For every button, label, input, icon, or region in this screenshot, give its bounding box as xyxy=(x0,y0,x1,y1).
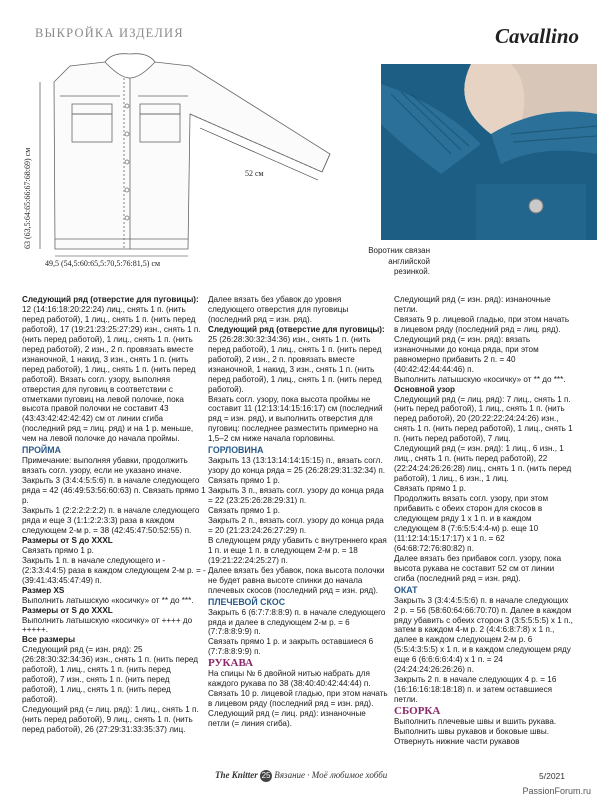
paragraph: Размеры от S до XXXL xyxy=(22,605,113,615)
paragraph: Размеры от S до XXXL xyxy=(22,535,113,545)
paragraph: Закрыть 2 п., вязать согл. узору до конца ряда = 20 (21:23:24:26:27:29) п. xyxy=(208,515,384,535)
paragraph: Следующий ряд (= изн. ряд): вязать изнаночными до конца ряда, при этом равномерно прибавить 2 п. = 40 (40:42:42:44:44:46) п. xyxy=(394,334,539,374)
paragraph: Связать прямо 1 р. xyxy=(22,545,94,555)
paragraph: Связать 9 р. лицевой гладью, при этом начать в лицевом ряду (последний ряд = лиц. ряд). xyxy=(394,314,570,334)
paragraph: Следующий ряд (отверстие для пуговицы): xyxy=(208,324,385,334)
paragraph: Далее вязать без прибавок согл. узору, пока высота рукава не составит 52 см от линии сгиба (последний ряд = изн. ряд). xyxy=(394,553,562,583)
jacket-schematic xyxy=(0,44,380,269)
instructions-column-1 xyxy=(22,295,206,735)
site-watermark: PassionForum.ru xyxy=(522,786,591,796)
paragraph: Вязать согл. узору, пока высота проймы не составит 11 (12:13:14:15:16:17) см (последний ряд = изн. ряд), и выполнить отверстия для пуговиц: последнее разместить примерно на 1,5–2 см ниже начала горловины. xyxy=(208,394,383,444)
brand-logo: Cavallino xyxy=(494,24,579,48)
paragraph: Закрыть 13 (13:13:14:14:15:15) п., вязать согл. узору до конца ряда = 25 (26:28:29:31:32:34) п. Связать прямо 1 р. xyxy=(208,456,386,486)
section-heading: ГОРЛОВИНА xyxy=(208,445,264,456)
section-heading: ОКАТ xyxy=(394,584,418,595)
paragraph: На спицы № 6 двойной нитью набрать для каждого рукава по 38 (38:40:40:42:44:44) п. xyxy=(208,669,371,689)
issue-number: 5/2021 xyxy=(539,771,565,781)
section-heading: ПРОЙМА xyxy=(22,445,61,456)
paragraph: Закрыть 6 (6:7:7:8:8:9) п. в начале следующего ряда и далее в следующем 2-м р. = 6 (7:7:8:8:9:9) п. xyxy=(208,607,386,637)
paragraph: Следующий ряд (= лиц. ряд): изнаночные петли (= линия сгиба). xyxy=(208,709,366,729)
section-heading: СБОРКА xyxy=(394,705,441,718)
paragraph: Выполнить латышскую «косичку» от ** до ***. xyxy=(22,595,194,605)
jacket-photo xyxy=(381,64,597,240)
instructions-column-3 xyxy=(394,295,574,747)
paragraph: Все размеры xyxy=(22,635,76,645)
photo-caption: Воротник связан английской резинкой. xyxy=(368,246,430,276)
paragraph: Следующий ряд (= лиц. ряд): 1 лиц., снять 1 п. (нить перед работой), 9 лиц., снять 1 п. (нить перед работой), 26 (27:29:31:33:35:37) лиц. xyxy=(22,705,199,734)
paragraph: Закрыть 3 (3:4:4:5:5:6) п. в начале следующего ряда = 42 (46:49:53:56:60:63) п. Связать прямо 1 р. xyxy=(22,476,206,506)
paragraph: Следующий ряд (отверстие для пуговицы): xyxy=(22,295,199,304)
paragraph: Выполнить плечевые швы и вшить рукава. xyxy=(394,717,557,727)
paragraph: Выполнить латышскую «косичку» от ++++ до +++++. xyxy=(22,615,193,635)
width-label: 49,5 (54,5:60:65,5:70,5:76:81,5) см xyxy=(45,259,161,268)
section-heading: РУКАВА xyxy=(208,657,254,670)
paragraph: Связать прямо 1 р. xyxy=(208,506,280,516)
paragraph: Продолжить вязать согл. узору, при этом прибавить с обеих сторон для скосов в следующем ряду 1 х 1 п. и в каждом следующем 8 (7:6:5:5:4:4-м) р. еще 10 (11:12:14:15:17:17) х 1 п. = 62 (64:68:72:76:80:82) п. xyxy=(394,494,549,553)
paragraph: Следующий ряд (= изн. ряд): 1 лиц., 6 изн., 1 лиц., снять 1 п. (нить перед работой), 22 (22:24:24:26:26:28) лиц., снять 1 п. (нить перед работой), 1 лиц., 6 изн., 1 лиц. xyxy=(394,444,572,484)
paragraph: Далее вязать без убавок до уровня следующего отверстия для пуговицы (последний ряд = изн. ряд). xyxy=(208,295,349,324)
paragraph: В следующем ряду убавить с внутреннего края 1 п. и еще 1 п. в следующем 2-м р. = 18 (19:21:22:24:25:27) п. xyxy=(208,535,387,565)
paragraph: Связать прямо 1 р. xyxy=(394,484,466,494)
footer-magazine: The Knitter 25 Вязание · Моё любимое хобби xyxy=(215,770,388,780)
sleeve-length-label: 52 см xyxy=(245,169,264,178)
paragraph: Далее вязать без убавок, пока высота полочки не будет равна высоте спинки до начала плечевых скосов (последний ряд = изн. ряд). xyxy=(208,565,385,595)
paragraph: Закрыть 1 п. в начале следующего и - (2:3:3:4:4:5) раза в каждом следующем 2-м р. = - (39:41:43:45:47:49) п. xyxy=(22,555,206,585)
paragraph: Выполнить швы рукавов и боковые швы. Отвернуть нижние части рукавов xyxy=(394,726,549,746)
paragraph: Закрыть 2 п. в начале следующих 4 р. = 16 (16:16:16:18:18:18) п. и затем оставшиеся петли. xyxy=(394,675,557,705)
paragraph: 25 (26:28:30:32:34:36) изн., снять 1 п. (нить перед работой), 1 лиц., снять 1 п. (нить перед работой), 2 изн., 2 п. провязать вместе изнаночной, 1 накид, 3 изн., снять 1 п. (нить перед работой), 1 лиц., снять 1 п. (нить перед работой). xyxy=(208,334,382,394)
section-heading: ПЛЕЧЕВОЙ СКОС xyxy=(208,596,286,607)
instructions-column-2 xyxy=(208,295,388,729)
paragraph: Примечание: выполняя убавки, продолжить вязать согл. узору, если не указано иначе. xyxy=(22,456,188,476)
paragraph: Следующий ряд (= изн. ряд): 25 (26:28:30:32:34:36) изн., снять 1 п. (нить перед работой), 1 лиц., снять 1 п. (нить перед работой), 7 изн., снять 1 п. (нить перед работой), 1 лиц., снять 1 п. (нить перед работой). xyxy=(22,645,199,705)
paragraph: Следующий ряд (= лиц. ряд): 7 лиц., снять 1 п. (нить перед работой), 1 лиц., снять 1 п. (нить перед работой), 20 (20:22:22:24:24:26) изн., снять 1 п. (нить перед работой), 1 лиц., снять 1 п. (нить перед работой), 7 лиц. xyxy=(394,394,573,444)
paragraph: Размер XS xyxy=(22,585,65,595)
button-icon xyxy=(529,199,543,213)
paragraph: Связать 10 р. лицевой гладью, при этом начать в лицевом ряду (последний ряд = изн. ряд). xyxy=(208,689,388,709)
paragraph: Следующий ряд (= изн. ряд): изнаночные петли. xyxy=(394,295,551,314)
page-number: 25 xyxy=(261,771,271,780)
paragraph: Основной узор xyxy=(394,384,456,394)
paragraph: Закрыть 3 (3:4:4:5:5:6) п. в начале следующих 2 р. = 56 (58:60:64:66:70:70) п. Далее в каждом ряду убавить с обеих сторон 3 (3:5:5:5:5) х 1 п., затем в каждом 4-м р. 2 (4:4:6:8:7:8) х 1 п., далее в каждом следующем 2-м р. 6 (5:5:4:3:5:5) х 1 п. и в каждом следующем ряду еще 6 (6:6:6:6:4:4) х 1 п. = 24 (24:24:24:26:26:26) п. xyxy=(394,595,573,675)
paragraph: Закрыть 3 п., вязать согл. узору до конца ряда = 22 (23:25:26:28:29:31) п. xyxy=(208,486,384,506)
paragraph: Выполнить латышскую «косичку» от ** до ***. xyxy=(394,374,566,384)
paragraph: 12 (14:16:18:20:22:24) лиц., снять 1 п. (нить перед работой), 1 лиц., снять 1 п. (нить перед работой), 17 (19:21:23:25:27:29) изн., снять 1 п. (нить перед работой), 1 лиц., снять 1 п. (нить перед работой), 2 изн., 2 п. провязать вместе изнаночной, 1 накид, 3 изн., снять 1 п. (нить перед работой), 1 лиц., снять 1 п. (нить перед работой). Вязать согл. узору, выполняя отверстия для пуговиц в соответствии с отметками пуговиц на левой полочке, пока высота правой полочки не составит 43 (43:43:42:42:42:42) см от линии сгиба (последний ряд = лиц. ряд) и на 1 р. меньше, чем на левой полочке до начала проймы. xyxy=(22,304,201,444)
paragraph: Закрыть 1 (2:2:2:2:2:2) п. в начале следующего ряда и еще 3 (1:1:2:2:3:3) раза в каждом следующем 2-м р. = 38 (42:45:47:50:52:55) п. xyxy=(22,506,200,535)
length-label: 63 (63,5:64:65:66:67:68:69) см xyxy=(23,147,32,249)
paragraph: Связать прямо 1 р. и закрыть оставшиеся 6 (7:7:8:8:9:9) п. xyxy=(208,637,374,657)
section-title: ВЫКРОЙКА ИЗДЕЛИЯ xyxy=(35,26,184,40)
